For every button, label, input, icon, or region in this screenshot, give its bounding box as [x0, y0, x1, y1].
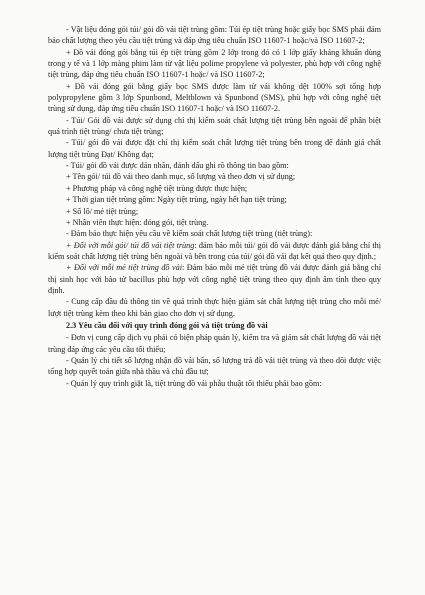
paragraph-body: : đảm bảo mỗi túi/ gói đồ vải được đánh giá bằng chỉ thị kiểm soát chất lượng tiệt trùng bên ngoài và bên trong của túi/ gói đồ vải đạt kết quả theo quy định.;: [48, 240, 381, 261]
paragraph-management: - Đơn vị cung cấp dịch vụ phải có biện pháp quản lý, kiểm tra và giám sát chất lượng đồ vải tiệt trùng đáp ứng các yêu cầu tối thiểu;: [48, 333, 381, 354]
paragraph-external-indicator: - Túi/ Gói đồ vải được sử dụng chỉ thị kiểm soát chất lượng tiệt trùng bên ngoài để phân biệt quá trình tiệt trùng/ chưa tiệt trùng;: [48, 115, 381, 137]
paragraph-per-batch: [48, 262, 381, 296]
paragraph-packaging-materials: - Vật liệu đóng gói túi/ gói đồ vải tiệt trùng gồm: Túi ép tiệt trùng hoặc giấy bọc SMS phải đảm bảo chất lượng theo yêu cầu tiệt trùng và đáp ứng tiêu chuẩn ISO 11607-1 hoặc/và ISO 11607-2;: [48, 25, 381, 46]
paragraph-quantity-tracking: - Quản lý chi tiết số lượng nhận đồ vải bẩn, số lượng trả đồ vải tiệt trùng và theo dõi được việc tổng hợp quyết toán giữa nhà thầu và chủ đầu tư;: [48, 355, 381, 377]
paragraph-information: - Cung cấp đầu đủ thông tin về quá trình thực hiện giám sát chất lượng tiệt trùng cho mỗi mẻ/ lượt tiệt trùng kèm theo khi bàn giao cho đơn vị sử dụng.: [48, 297, 381, 318]
paragraph-sms-wrap: + Đồ vải đóng gói bằng giấy bọc SMS được làm từ vải không dệt 100% sợi tổng hợp polypropylene gồm 3 lớp Spunbond, Meltblown và Spunbond (SMS), phù hợp với công nghệ tiệt trùng sử dụng, đáp ứng tiêu chuẩn ISO 11607-1 hoặc/ và ISO 11607-2.: [48, 81, 381, 114]
paragraph-lead: + Đối với mỗi gói/ túi đồ vải tiệt trùng: [66, 240, 195, 250]
list-item-sterilization-time: + Thời gian tiệt trùng gồm: Ngày tiệt trùng, ngày hết hạn tiệt trùng;: [66, 195, 287, 205]
list-item-package-name: + Tên gói/ túi đồ vải theo danh mục, số lượng và theo đơn vị sử dụng;: [66, 172, 296, 182]
paragraph-labeling: - Túi/ gói đồ vải được dán nhãn, đánh dấu ghi rõ thông tin bao gồm:: [66, 161, 289, 171]
paragraph-sterile-pouch: + Đồ vải đóng gói bằng túi ép tiệt trùng gồm 2 lớp trong đó có 1 lớp giấy kháng khuẩn dùng trong y tế và 1 lớp màng phim làm từ vật liệu polime propylene và polyester, phù hợp với công nghệ tiệt trùng, đáp ứng tiêu chuẩn ISO 11607-1 hoặc/ và ISO 11607-2;: [48, 47, 381, 80]
section-heading: 2.3 Yêu cầu đối với quy trình đóng gói và tiệt trùng đồ vải: [66, 320, 268, 330]
paragraph-process-management: - Quản lý quy trình giặt là, tiệt trùng đồ vải phẫu thuật tối thiểu phải bao gồm:: [66, 378, 322, 388]
list-item-batch-number: + Số lô/ mẻ tiệt trùng;: [66, 206, 139, 216]
list-item-staff: + Nhân viên thực hiện: đóng gói, tiệt trùng.: [66, 217, 209, 227]
paragraph-quality-control: - Đảm bảo thực hiện yêu cầu về kiểm soát chất lượng tiệt trùng (tiệt trùng):: [66, 229, 313, 239]
list-item-method: + Phương pháp và công nghệ tiệt trùng được thực hiện;: [66, 183, 248, 193]
paragraph-internal-indicator: - Túi/ gói đồ vải được đặt chỉ thị kiểm soát chất lượng tiệt trùng bên trong để đánh giá chất lượng tiệt trùng Đạt/ Không đạt;: [48, 138, 381, 159]
paragraph-lead: + Đối với mỗi mẻ tiệt trùng đồ vải: [66, 263, 182, 273]
paragraph-per-package: [48, 240, 381, 263]
paragraph-body: : Đảm bảo mỗi mẻ tiệt trùng đồ vải được đánh giá bằng chỉ thị sinh học với bào tử bacillus phù hợp với công nghệ tiệt trùng theo quy định âm tính theo quy định.: [48, 263, 381, 295]
